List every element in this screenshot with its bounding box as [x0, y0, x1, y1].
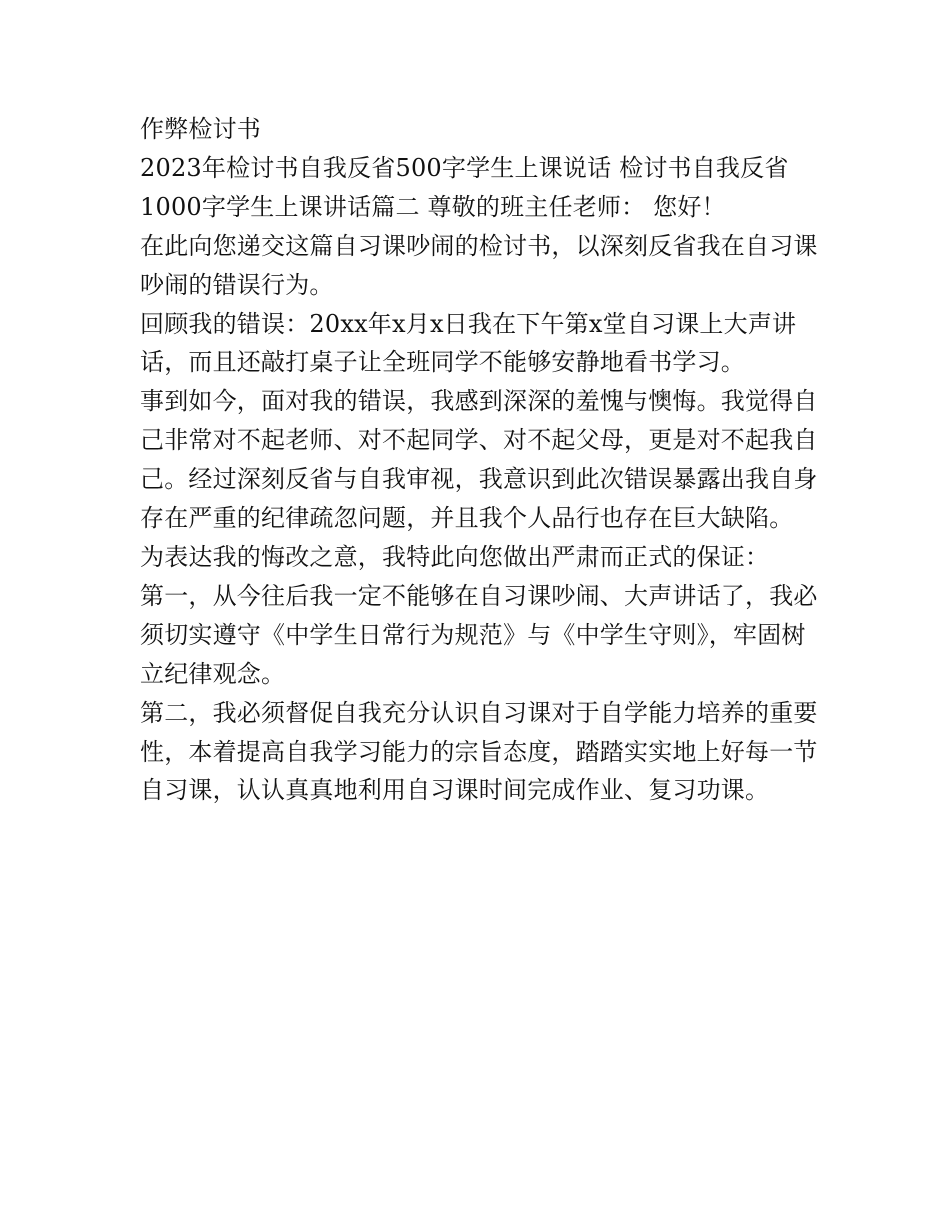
paragraph-pledge-second: 第二，我必须督促自我充分认识自习课对于自学能力培养的重要性，本着提高自我学习能力的宗旨态度，踏踏实实地上好每一节自习课，认认真真地利用自习课时间完成作业、复习功课。 — [140, 698, 818, 805]
document-title: 作弊检讨书 — [140, 115, 261, 143]
paragraph-reflection: 事到如今，面对我的错误，我感到深深的羞愧与懊悔。我觉得自己非常对不起老师、对不起同学、对不起父母，更是对不起我自己。经过深刻反省与自我审视，我意识到此次错误暴露出我自身存在严重的纪律疏忽问题，并且我个人品行也存在巨大缺陷。 — [140, 387, 818, 533]
paragraph-purpose: 在此向您递交这篇自习课吵闹的检讨书，以深刻反省我在自习课吵闹的错误行为。 — [140, 231, 818, 299]
paragraph-review: 回顾我的错误：20xx年x月x日我在下午第x堂自习课上大声讲话，而且还敲打桌子让全班同学不能够安静地看书学习。 — [140, 309, 797, 377]
document-body — [140, 110, 820, 810]
paragraph-intro: 2023年检讨书自我反省500字学生上课说话 检讨书自我反省1000字学生上课讲话篇二 尊敬的班主任老师： 您好！ — [140, 153, 789, 221]
paragraph-pledge-first: 第一，从今往后我一定不能够在自习课吵闹、大声讲话了，我必须切实遵守《中学生日常行为规范》与《中学生守则》，牢固树立纪律观念。 — [140, 581, 818, 688]
paragraph-pledge-intro: 为表达我的悔改之意，我特此向您做出严肃而正式的保证： — [140, 542, 770, 571]
